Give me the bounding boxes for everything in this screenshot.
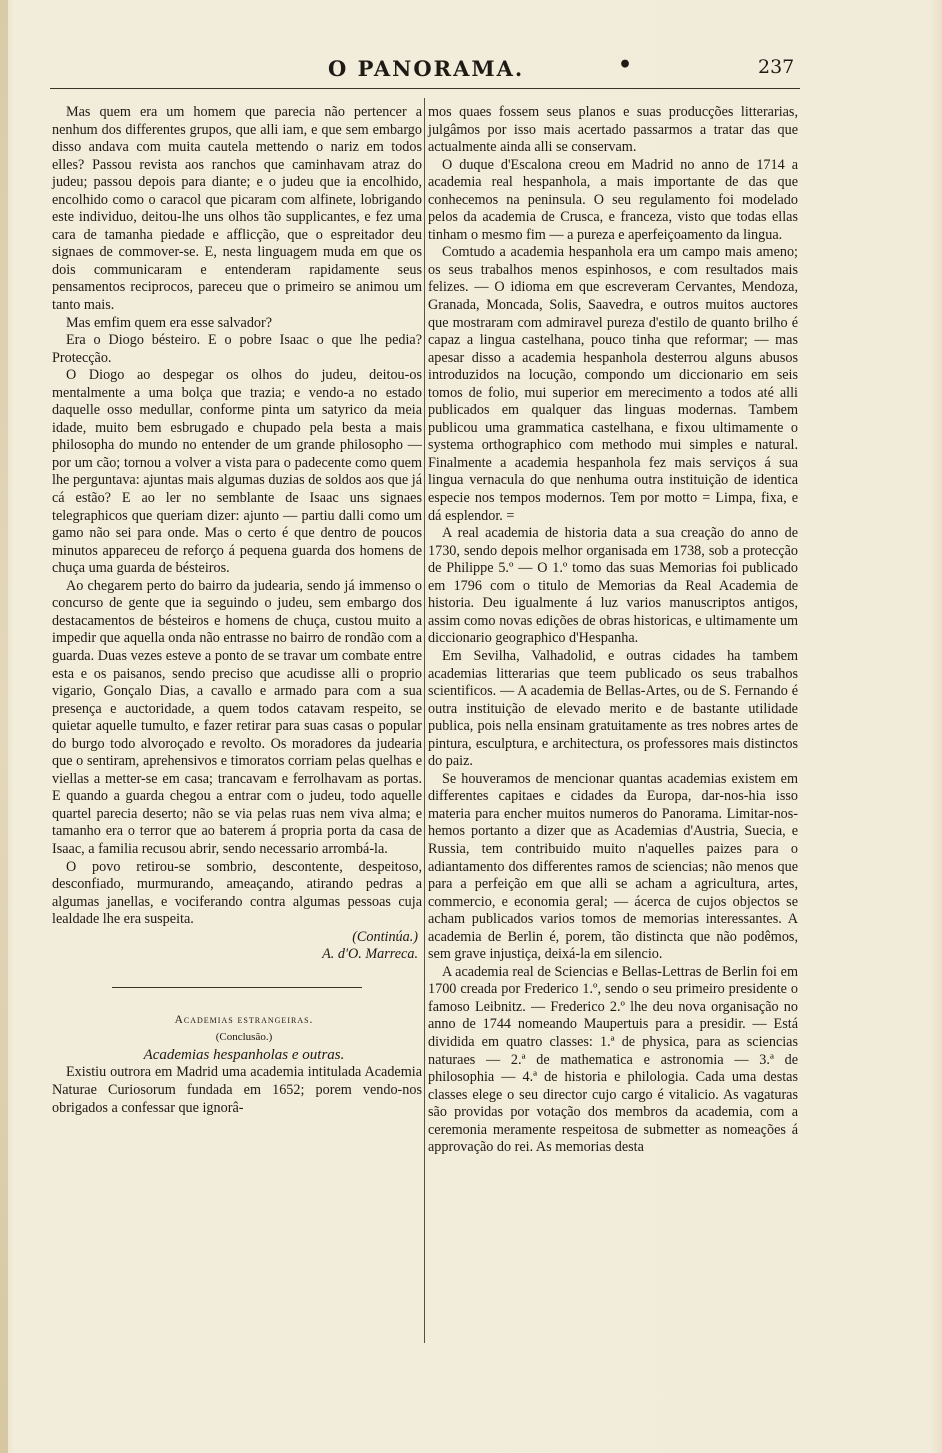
paragraph: O duque d'Escalona creou em Madrid no anno de 1714 a academia real hespanhola, a mais importante de das que conhecemos na peninsula. O seu regulamento foi modelado pelos da academia de Crusca, e franceza, visto que todas ellas tinham o mesmo fim — a pureza e aperfeiçoamento da lingua. [428, 156, 798, 243]
paragraph: A real academia de historia data a sua creação do anno de 1730, sendo depois melhor organisada em 1738, sob a protecção de Philippe 5.º — O 1.º tomo das suas Memorias foi publicado em 1796 com o titulo de Memorias da Real Academia de historia. Deu igualmente á luz varios manuscriptos antigos, assim como novas edições de obras historicas, e ultimamente um diccionario geographico d'Hespanha. [428, 525, 798, 647]
paragraph: Mas quem era um homem que parecia não pertencer a nenhum dos differentes grupos, que alli iam, e que sem embargo disso andava com muita cautela mettendo o nariz em todos elles? Passou revista aos ranchos que caminhavam atraz do judeu; passou depois para diante; e o judeu que ia encolhido, encolhido como o caracol que picaram com alfinete, lobrigando este individuo, deitou-lhe uns olhos tão supplicantes, e fez uma cara de tamanha piedade e afflicção, que o espreitador deu signaes de commover-se. E, nesta linguagem muda em que os dois communicaram e entenderam rapidamente seus pensamentos reciprocos, pareceu que o primeiro se animou um tanto mais. [52, 104, 422, 314]
paragraph: O Diogo ao despegar os olhos do judeu, deitou-os mentalmente a uma bolça que trazia; e vendo-a no estado daquelle osso medullar, conforme pinta um satyrico da meia idade, muito bem esbrugado e chupado pela besta a mais philosopha do mundo no entender de um grande philosopho — por um cão; tornou a volver a vista para o padecente como quem lhe perguntava: ajuntas mais algumas duzias de soldos aos que já cá estão? E ao ler no semblante de Isaac uns signaes telegraphicos que queriam dizer: ajunto — partiu dalli como um gamo não sei para onde. Mas o certo é que dentro de poucos minutos appareceu de reforço á pequena guarda dos homens de chuça uma guarda de bésteiros. [52, 367, 422, 577]
section-title: Academias hespanholas e outras. [143, 1046, 345, 1063]
header-rule [50, 88, 800, 89]
page-header [50, 52, 800, 88]
paragraph: Comtudo a academia hespanhola era um campo mais ameno; os seus trabalhos menos espinhosos, e com resultados mais felizes. — O idioma em que escreveram Cervantes, Mendoza, Granada, Moncada, Solis, Saavedra, e outros muitos auctores que mostraram com admiravel pureza d'estilo de quanto brilho é capaz a lingua castelhana, pouco tinha que reformar; — mas apesar disso a academia hespanhola desterrou alguns abusos introduzidos na locução, compondo um diccionario em seis tomos de folio, mui superior em merecimento a todos até alli publicados em qualquer das linguas modernas. Tambem publicou uma grammatica castelhana, e fixou ultimamente o systema orthographico com methodo mui simples e natural. Finalmente a academia hespanhola fez mais serviços á sua lingua vernacula do que nenhuma outra instituição de identica especie nos tempos modernos. Tem por motto = Limpa, fixa, e dá esplendor. = [428, 244, 798, 524]
section-subheading: (Conclusão.) [215, 1031, 273, 1044]
paragraph: mos quaes fossem seus planos e suas producções litterarias, julgâmos por isso mais acertado passarmos a tratar das que actualmente ainda alli se conservam. [428, 104, 798, 156]
paragraph: Ao chegarem perto do bairro da judearia, sendo já immenso o concurso de gente que ia seguindo o judeu, sem embargo dos destacamentos de bésteiros e homens de chuça, custou muito a impedir que aquella onda não entrasse no bairro de rondão com a guarda. Duas vezes esteve a ponto de se travar um combate entre esta e os paisanos, sendo preciso que acudisse alli o proprio vigario, Gonçalo Dias, a cavallo e armado para com a sua presença e auctoridade, a quem todos catavam respeito, se quietar aquelle tumulto, e fazer retirar para suas casas o popular do burgo todo alvoroçado e revolto. Os moradores da judearia que o sentiram, aprehensivos e timoratos corriam pelas quelhas e viellas a metter-se em casa; trancavam e ferrolhavam as portas. E quando a guarda chegou a entrar com o judeu, todo aquelle quartel parecia deserto; não se via pelas ruas nem viva alma; e tamanho era o terror que ao baterem á propria porta da casa de Isaac, a familia recusou abrir, sendo necessario arrombá-la. [52, 577, 422, 857]
author-signature: A. d'O. Marreca. [322, 946, 418, 963]
paragraph: Era o Diogo bésteiro. E o pobre Isaac o que lhe pedia? Protecção. [52, 332, 422, 366]
header-ornament: • [618, 52, 633, 78]
paragraph: Mas emfim quem era esse salvador? [66, 314, 273, 331]
page-number: 237 [758, 56, 795, 78]
column-divider [424, 98, 425, 1343]
paragraph: Existiu outrora em Madrid uma academia intitulada Academia Naturae Curiosorum fundada em 1652; porem vendo-nos obrigados a confessar que ignorâ- [52, 1064, 422, 1116]
paragraph: A academia real de Sciencias e Bellas-Lettras de Berlin foi em 1700 creada por Frederico 1.º, sendo o seu primeiro presidente o famoso Leibnitz. — Frederico 2.º lhe deu nova organisação no anno de 1744 nomeando Maupertuis para a presidir. — Está dividida em quatro classes: 1.ª de physica, para as sciencias naturaes — 2.ª de mathematica e astronomia — 3.ª de philosophia — 4.ª de historia e philologia. Cada uma destas classes elege o seu director cujo cargo é vitalicio. As vagaturas são providas por votação dos membros da academia, com a ceremonia meramente respeitosa de submetter as nomeações á approvação do rei. As memorias desta [428, 963, 798, 1156]
paragraph: Se houveramos de mencionar quantas academias existem em differentes capitaes e cidades da Europa, dar-nos-hia isso materia para encher muitos numeros do Panorama. Limitar-nos-hemos portanto a dizer que as Academias d'Austria, Suecia, e Russia, tem contribuido muito n'aquelles paizes para o adiantamento dos differentes ramos de sciencias; não menos que para a perfeição em que alli se acham a agricultura, artes, commercio, e economia geral; — ácerca de cujos objectos se acham publicados varios tomos de memorias interessantes. A academia de Berlin é, porem, tão distincta que não podêmos, sem grave injustiça, deixá-la em silencio. [428, 770, 798, 963]
section-heading: Academias estrangeiras. [174, 1013, 314, 1026]
section-divider [112, 987, 362, 988]
left-column [52, 104, 422, 1117]
right-column [428, 104, 798, 1157]
publication-title: O PANORAMA. [328, 56, 525, 81]
paragraph: O povo retirou-se sombrio, descontente, despeitoso, desconfiado, murmurando, ameaçando, atirando pedras a algumas janellas, e vociferando contra algumas pessoas cuja lealdade lhe era suspeita. [52, 858, 422, 928]
continued-note: (Continúa.) [352, 928, 418, 945]
paragraph: Em Sevilha, Valhadolid, e outras cidades ha tambem academias litterarias que teem publicado os seus trabalhos scientificos. — A academia de Bellas-Artes, ou de S. Fernando é outra instituição de elevado merito e de bastante utilidade publica, pois nella ensinam gratuitamente as tres nobres artes de pintura, esculptura, e architectura, os professores mais distinctos do paiz. [428, 647, 798, 770]
page-edge [0, 0, 8, 1453]
